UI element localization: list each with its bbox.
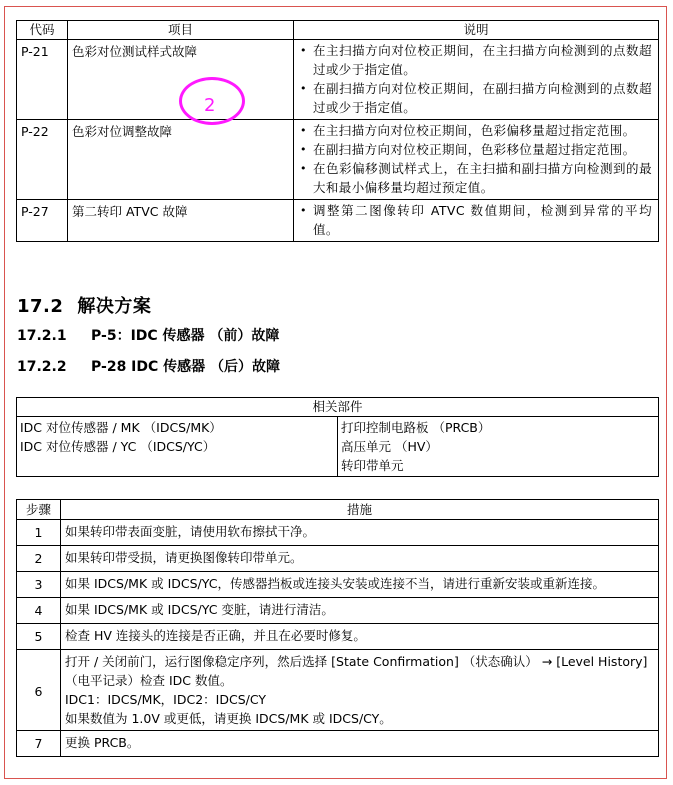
step-number: 1 bbox=[17, 520, 61, 546]
subsection-number: 17.2.1 bbox=[17, 328, 67, 344]
step-number: 4 bbox=[17, 598, 61, 624]
step-action: 更换 PRCB。 bbox=[61, 731, 659, 757]
table-row bbox=[17, 572, 659, 598]
table-row bbox=[17, 546, 659, 572]
section-heading bbox=[17, 292, 151, 318]
parts-right-cell bbox=[338, 417, 659, 477]
step-line: IDC1：IDCS/MK，IDC2：IDCS/CY bbox=[65, 692, 266, 707]
error-code: P-22 bbox=[17, 120, 68, 200]
subsection-title: P-28 IDC 传感器 （后）故障 bbox=[91, 359, 281, 375]
col-header-code: 代码 bbox=[17, 21, 68, 40]
related-parts-table bbox=[16, 397, 659, 477]
step-action: 如果转印带受损，请更换图像转印带单元。 bbox=[61, 546, 659, 572]
list-item: • 在副扫描方向对位校正期间，色彩移位量超过指定范围。 bbox=[300, 140, 652, 159]
error-code: P-21 bbox=[17, 40, 68, 120]
error-table-header bbox=[17, 21, 659, 40]
col-header-action: 措施 bbox=[61, 500, 659, 520]
step-action: 如果转印带表面变脏，请使用软布擦拭干净。 bbox=[61, 520, 659, 546]
error-description bbox=[294, 40, 659, 120]
section-number: 17.2 bbox=[17, 296, 64, 317]
list-item: IDC 对位传感器 / MK （IDCS/MK） bbox=[20, 420, 222, 435]
list-item: • 调整第二图像转印 ATVC 数值期间，检测到异常的平均值。 bbox=[300, 201, 652, 239]
step-line: 如果数值为 1.0V 或更低，请更换 IDCS/MK 或 IDCS/CY。 bbox=[65, 711, 392, 726]
list-item: • 在色彩偏移测试样式上，在主扫描和副扫描方向检测到的最大和最小偏移量均超过预定值。 bbox=[300, 159, 652, 197]
table-row bbox=[17, 417, 659, 477]
step-number: 7 bbox=[17, 731, 61, 757]
step-number: 2 bbox=[17, 546, 61, 572]
step-action: 检查 HV 连接头的连接是否正确，并且在必要时修复。 bbox=[61, 624, 659, 650]
subsection-number: 17.2.2 bbox=[17, 359, 67, 375]
list-item: 打印控制电路板 （PRCB） bbox=[341, 420, 491, 435]
step-line: 打开 / 关闭前门，运行图像稳定序列，然后选择 [State Confirmation] （状态确认） → [Level History] （电平记录）检查 IDC 数值。 bbox=[65, 654, 648, 688]
error-item: 色彩对位调整故障 bbox=[68, 120, 294, 200]
subsection-heading bbox=[17, 325, 279, 345]
step-number: 3 bbox=[17, 572, 61, 598]
error-description bbox=[294, 200, 659, 242]
col-header-desc: 说明 bbox=[294, 21, 659, 40]
subsection-title: P-5：IDC 传感器 （前）故障 bbox=[91, 328, 280, 344]
step-action bbox=[61, 650, 659, 731]
table-row bbox=[17, 120, 659, 200]
list-item: • 在副扫描方向对位校正期间，在副扫描方向检测到的点数超过或少于指定值。 bbox=[300, 79, 652, 117]
error-code: P-27 bbox=[17, 200, 68, 242]
step-number: 6 bbox=[17, 650, 61, 731]
table-row bbox=[17, 731, 659, 757]
step-action: 如果 IDCS/MK 或 IDCS/YC 变脏，请进行清洁。 bbox=[61, 598, 659, 624]
error-description bbox=[294, 120, 659, 200]
list-item: • 在主扫描方向对位校正期间，色彩偏移量超过指定范围。 bbox=[300, 121, 652, 140]
parts-left-cell bbox=[17, 417, 338, 477]
annotation-label: 2 bbox=[204, 95, 216, 116]
step-action: 如果 IDCS/MK 或 IDCS/YC，传感器挡板或连接头安装或连接不当，请进行重新安装或重新连接。 bbox=[61, 572, 659, 598]
col-header-step: 步骤 bbox=[17, 500, 61, 520]
table-row bbox=[17, 650, 659, 731]
table-row bbox=[17, 40, 659, 120]
step-number: 5 bbox=[17, 624, 61, 650]
list-item: IDC 对位传感器 / YC （IDCS/YC） bbox=[20, 439, 216, 454]
error-code-table bbox=[16, 20, 659, 242]
steps-table bbox=[16, 499, 659, 757]
col-header-item: 项目 bbox=[68, 21, 294, 40]
subsection-heading bbox=[17, 356, 280, 376]
table-row bbox=[17, 598, 659, 624]
table-row bbox=[17, 624, 659, 650]
table-row bbox=[17, 520, 659, 546]
parts-table-header: 相关部件 bbox=[17, 398, 659, 417]
list-item: 高压单元 （HV） bbox=[341, 439, 438, 454]
section-title: 解决方案 bbox=[77, 296, 152, 317]
list-item: • 在主扫描方向对位校正期间，在主扫描方向检测到的点数超过或少于指定值。 bbox=[300, 41, 652, 79]
error-item: 色彩对位测试样式故障 bbox=[68, 40, 294, 120]
table-row bbox=[17, 200, 659, 242]
list-item: 转印带单元 bbox=[341, 458, 404, 473]
error-item: 第二转印 ATVC 故障 bbox=[68, 200, 294, 242]
